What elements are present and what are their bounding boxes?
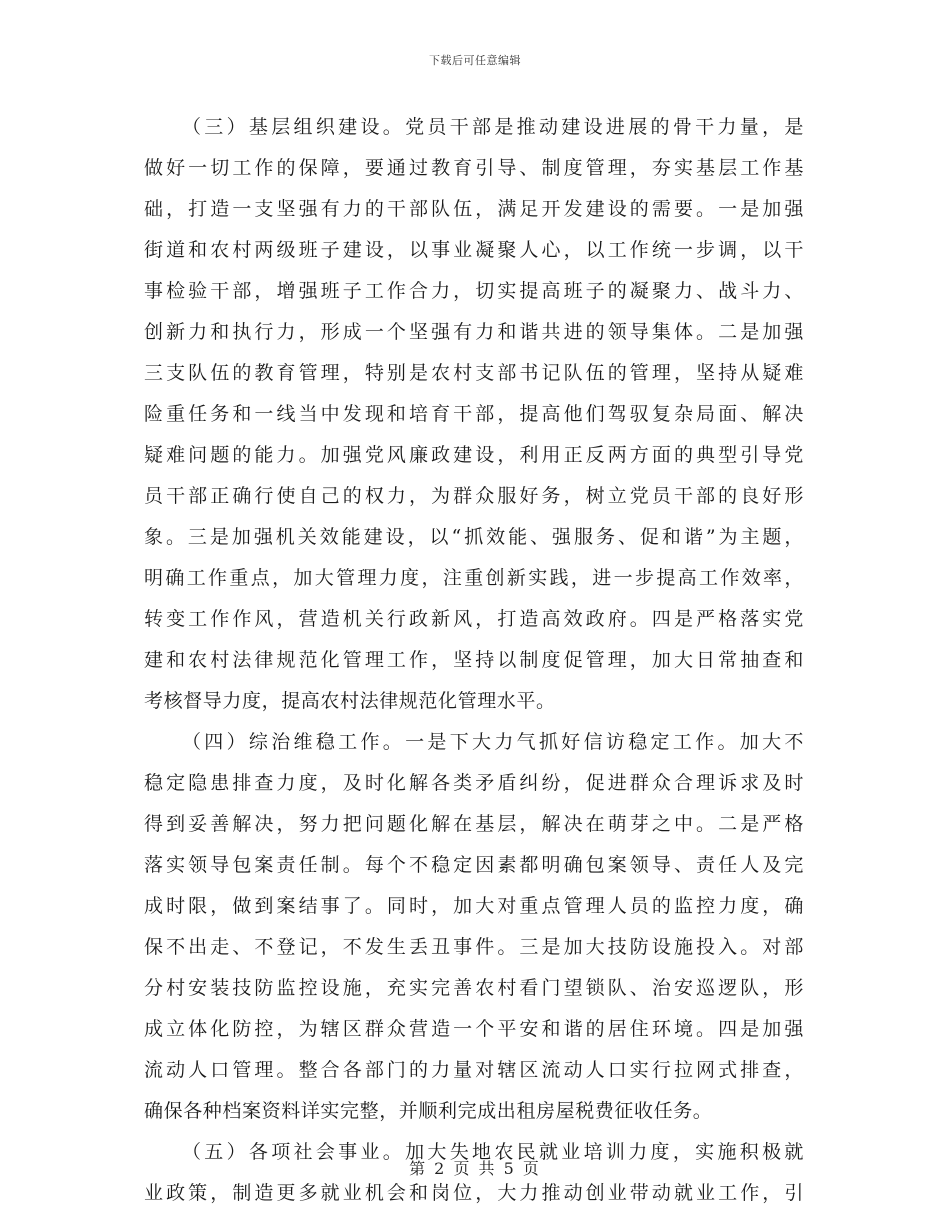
paragraph-line: 流动人口管理。整合各部门的力量对辖区流动人口实行拉网式排查， <box>144 1059 804 1081</box>
paragraph-line: 做好一切工作的保障，要通过教育引导、制度管理，夯实基层工作基 <box>144 157 804 179</box>
paragraph-line: 创新力和执行力，形成一个坚强有力和谐共进的领导集体。二是加强 <box>144 321 804 343</box>
paragraph-line: 成时限，做到案结事了。同时，加大对重点管理人员的监控力度，确 <box>144 895 804 917</box>
page-header: 下载后可任意编辑 <box>429 54 521 67</box>
paragraph-line: 保不出走、不登记，不发生丢丑事件。三是加大技防设施投入。对部 <box>144 936 804 958</box>
paragraph-line: 础，打造一支坚强有力的干部队伍，满足开发建设的需要。一是加强 <box>144 198 804 220</box>
paragraph-line: 得到妥善解决，努力把问题化解在基层，解决在萌芽之中。二是严格 <box>144 813 804 835</box>
paragraph-line: 明确工作重点，加大管理力度，注重创新实践，进一步提高工作效率， <box>144 567 804 589</box>
paragraph-line: 象。三是加强机关效能建设，以“抓效能、强服务、促和谐”为主题， <box>144 526 804 548</box>
paragraph-line: 疑难问题的能力。加强党风廉政建设，利用正反两方面的典型引导党 <box>144 444 804 466</box>
paragraph-line: 转变工作作风，营造机关行政新风，打造高效政府。四是严格落实党 <box>144 608 804 630</box>
page-footer: 第 2 页 共 5 页 <box>409 1159 541 1178</box>
paragraph-line: 三支队伍的教育管理，特别是农村支部书记队伍的管理，坚持从疑难 <box>144 362 804 384</box>
paragraph-line: 建和农村法律规范化管理工作，坚持以制度促管理，加大日常抽查和 <box>144 649 804 671</box>
paragraph-line: （五）各项社会事业。加大失地农民就业培训力度，实施积极就 <box>182 1141 804 1163</box>
paragraph-line: 确保各种档案资料详实完整，并顺利完成出租房屋税费征收任务。 <box>144 1100 713 1122</box>
paragraph-line: 业政策，制造更多就业机会和岗位，大力推动创业带动就业工作，引 <box>144 1182 804 1204</box>
paragraph-line: （三）基层组织建设。党员干部是推动建设进展的骨干力量，是 <box>182 116 804 138</box>
paragraph-line: 成立体化防控，为辖区群众营造一个平安和谐的居住环境。四是加强 <box>144 1018 804 1040</box>
paragraph-line: 分村安装技防监控设施，充实完善农村看门望锁队、治安巡逻队，形 <box>144 977 804 999</box>
paragraph-line: 街道和农村两级班子建设，以事业凝聚人心，以工作统一步调，以干 <box>144 239 804 261</box>
paragraph-line: （四）综治维稳工作。一是下大力气抓好信访稳定工作。加大不 <box>182 731 804 753</box>
paragraph-line: 落实领导包案责任制。每个不稳定因素都明确包案领导、责任人及完 <box>144 854 804 876</box>
paragraph-line: 事检验干部，增强班子工作合力，切实提高班子的凝聚力、战斗力、 <box>144 280 804 302</box>
document-body <box>144 107 804 1214</box>
paragraph-line: 险重任务和一线当中发现和培育干部，提高他们驾驭复杂局面、解决 <box>144 403 804 425</box>
paragraph-line: 考核督导力度，提高农村法律规范化管理水平。 <box>144 690 556 712</box>
paragraph-line: 员干部正确行使自己的权力，为群众服好务，树立党员干部的良好形 <box>144 485 804 507</box>
paragraph-line: 稳定隐患排查力度，及时化解各类矛盾纠纷，促进群众合理诉求及时 <box>144 772 804 794</box>
